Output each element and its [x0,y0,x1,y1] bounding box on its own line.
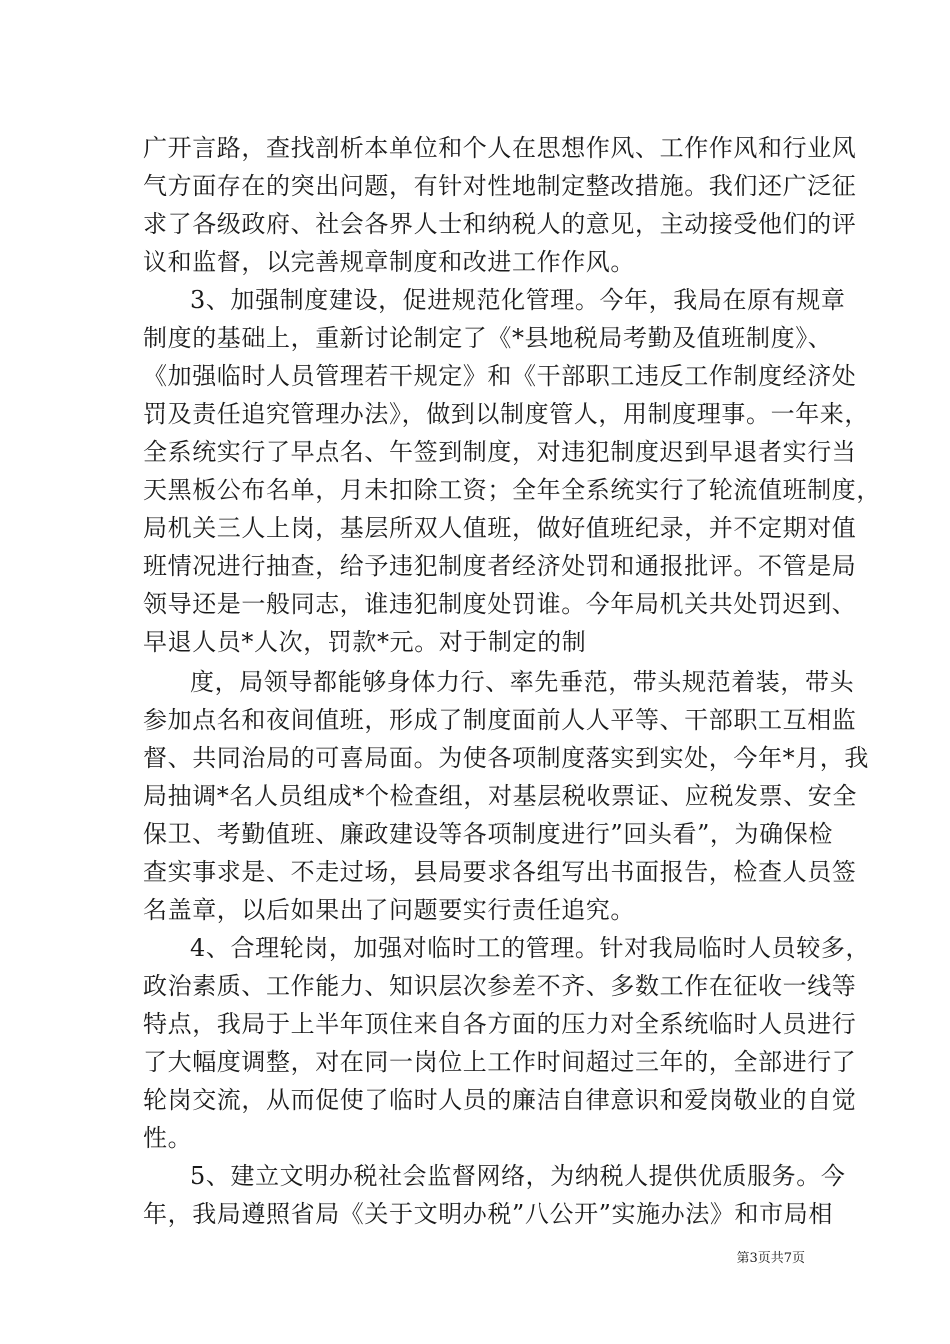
text-line: 查实事求是、不走过场，县局要求各组写出书面报告，检查人员签 [143,858,857,886]
text-line: 政治素质、工作能力、知识层次参差不齐、多数工作在征收一线等 [143,972,857,1000]
text-line: 督、共同治局的可喜局面。为使各项制度落实到实处，今年*月，我 [143,744,869,772]
text-line: 天黑板公布名单，月未扣除工资；全年全系统实行了轮流值班制度， [143,476,881,504]
text-line: 局机关三人上岗，基层所双人值班，做好值班纪录，并不定期对值 [143,514,857,542]
text-line: 制度的基础上，重新讨论制定了《*县地税局考勤及值班制度》、 [143,324,833,352]
text-line: 参加点名和夜间值班，形成了制度面前人人平等、干部职工互相监 [143,706,857,734]
text-line: 3、加强制度建设，促进规范化管理。今年，我局在原有规章 [190,286,846,314]
text-line: 求了各级政府、社会各界人士和纳税人的意见，主动接受他们的评 [143,210,857,238]
text-line: 5、建立文明办税社会监督网络，为纳税人提供优质服务。今 [190,1162,846,1190]
text-line: 性。 [143,1124,193,1152]
page-number-footer: 第3页共7页 [736,1251,805,1266]
text-line: 轮岗交流，从而促使了临时人员的廉洁自律意识和爱岗敬业的自觉 [143,1086,857,1114]
text-line: 气方面存在的突出问题，有针对性地制定整改措施。我们还广泛征 [143,172,857,200]
text-line: 早退人员*人次，罚款*元。对于制定的制 [143,628,587,656]
text-line: 班情况进行抽查，给予违犯制度者经济处罚和通报批评。不管是局 [143,552,857,580]
text-line: 保卫、考勤值班、廉政建设等各项制度进行”回头看”，为确保检 [143,820,833,848]
text-line: 广开言路，查找剖析本单位和个人在思想作风、工作作风和行业风 [143,134,857,162]
text-line: 度，局领导都能够身体力行、率先垂范，带头规范着装，带头 [190,668,855,696]
text-line: 《加强临时人员管理若干规定》和《干部职工违反工作制度经济处 [143,362,857,390]
text-line: 全系统实行了早点名、午签到制度，对违犯制度迟到早退者实行当 [143,438,857,466]
text-line: 领导还是一般同志，谁违犯制度处罚谁。今年局机关共处罚迟到、 [143,590,857,618]
text-line: 局抽调*名人员组成*个检查组，对基层税收票证、应税发票、安全 [143,782,857,810]
text-line: 罚及责任追究管理办法》，做到以制度管人，用制度理事。一年来， [143,400,869,428]
text-line: 了大幅度调整，对在同一岗位上工作时间超过三年的，全部进行了 [143,1048,857,1076]
text-line: 年，我局遵照省局《关于文明办税”八公开”实施办法》和市局相 [143,1200,833,1228]
text-line: 4、合理轮岗，加强对临时工的管理。针对我局临时人员较多， [190,934,871,962]
text-line: 名盖章，以后如果出了问题要实行责任追究。 [143,896,635,924]
text-line: 议和监督，以完善规章制度和改进工作作风。 [143,248,635,276]
text-line: 特点，我局于上半年顶住来自各方面的压力对全系统临时人员进行 [143,1010,857,1038]
